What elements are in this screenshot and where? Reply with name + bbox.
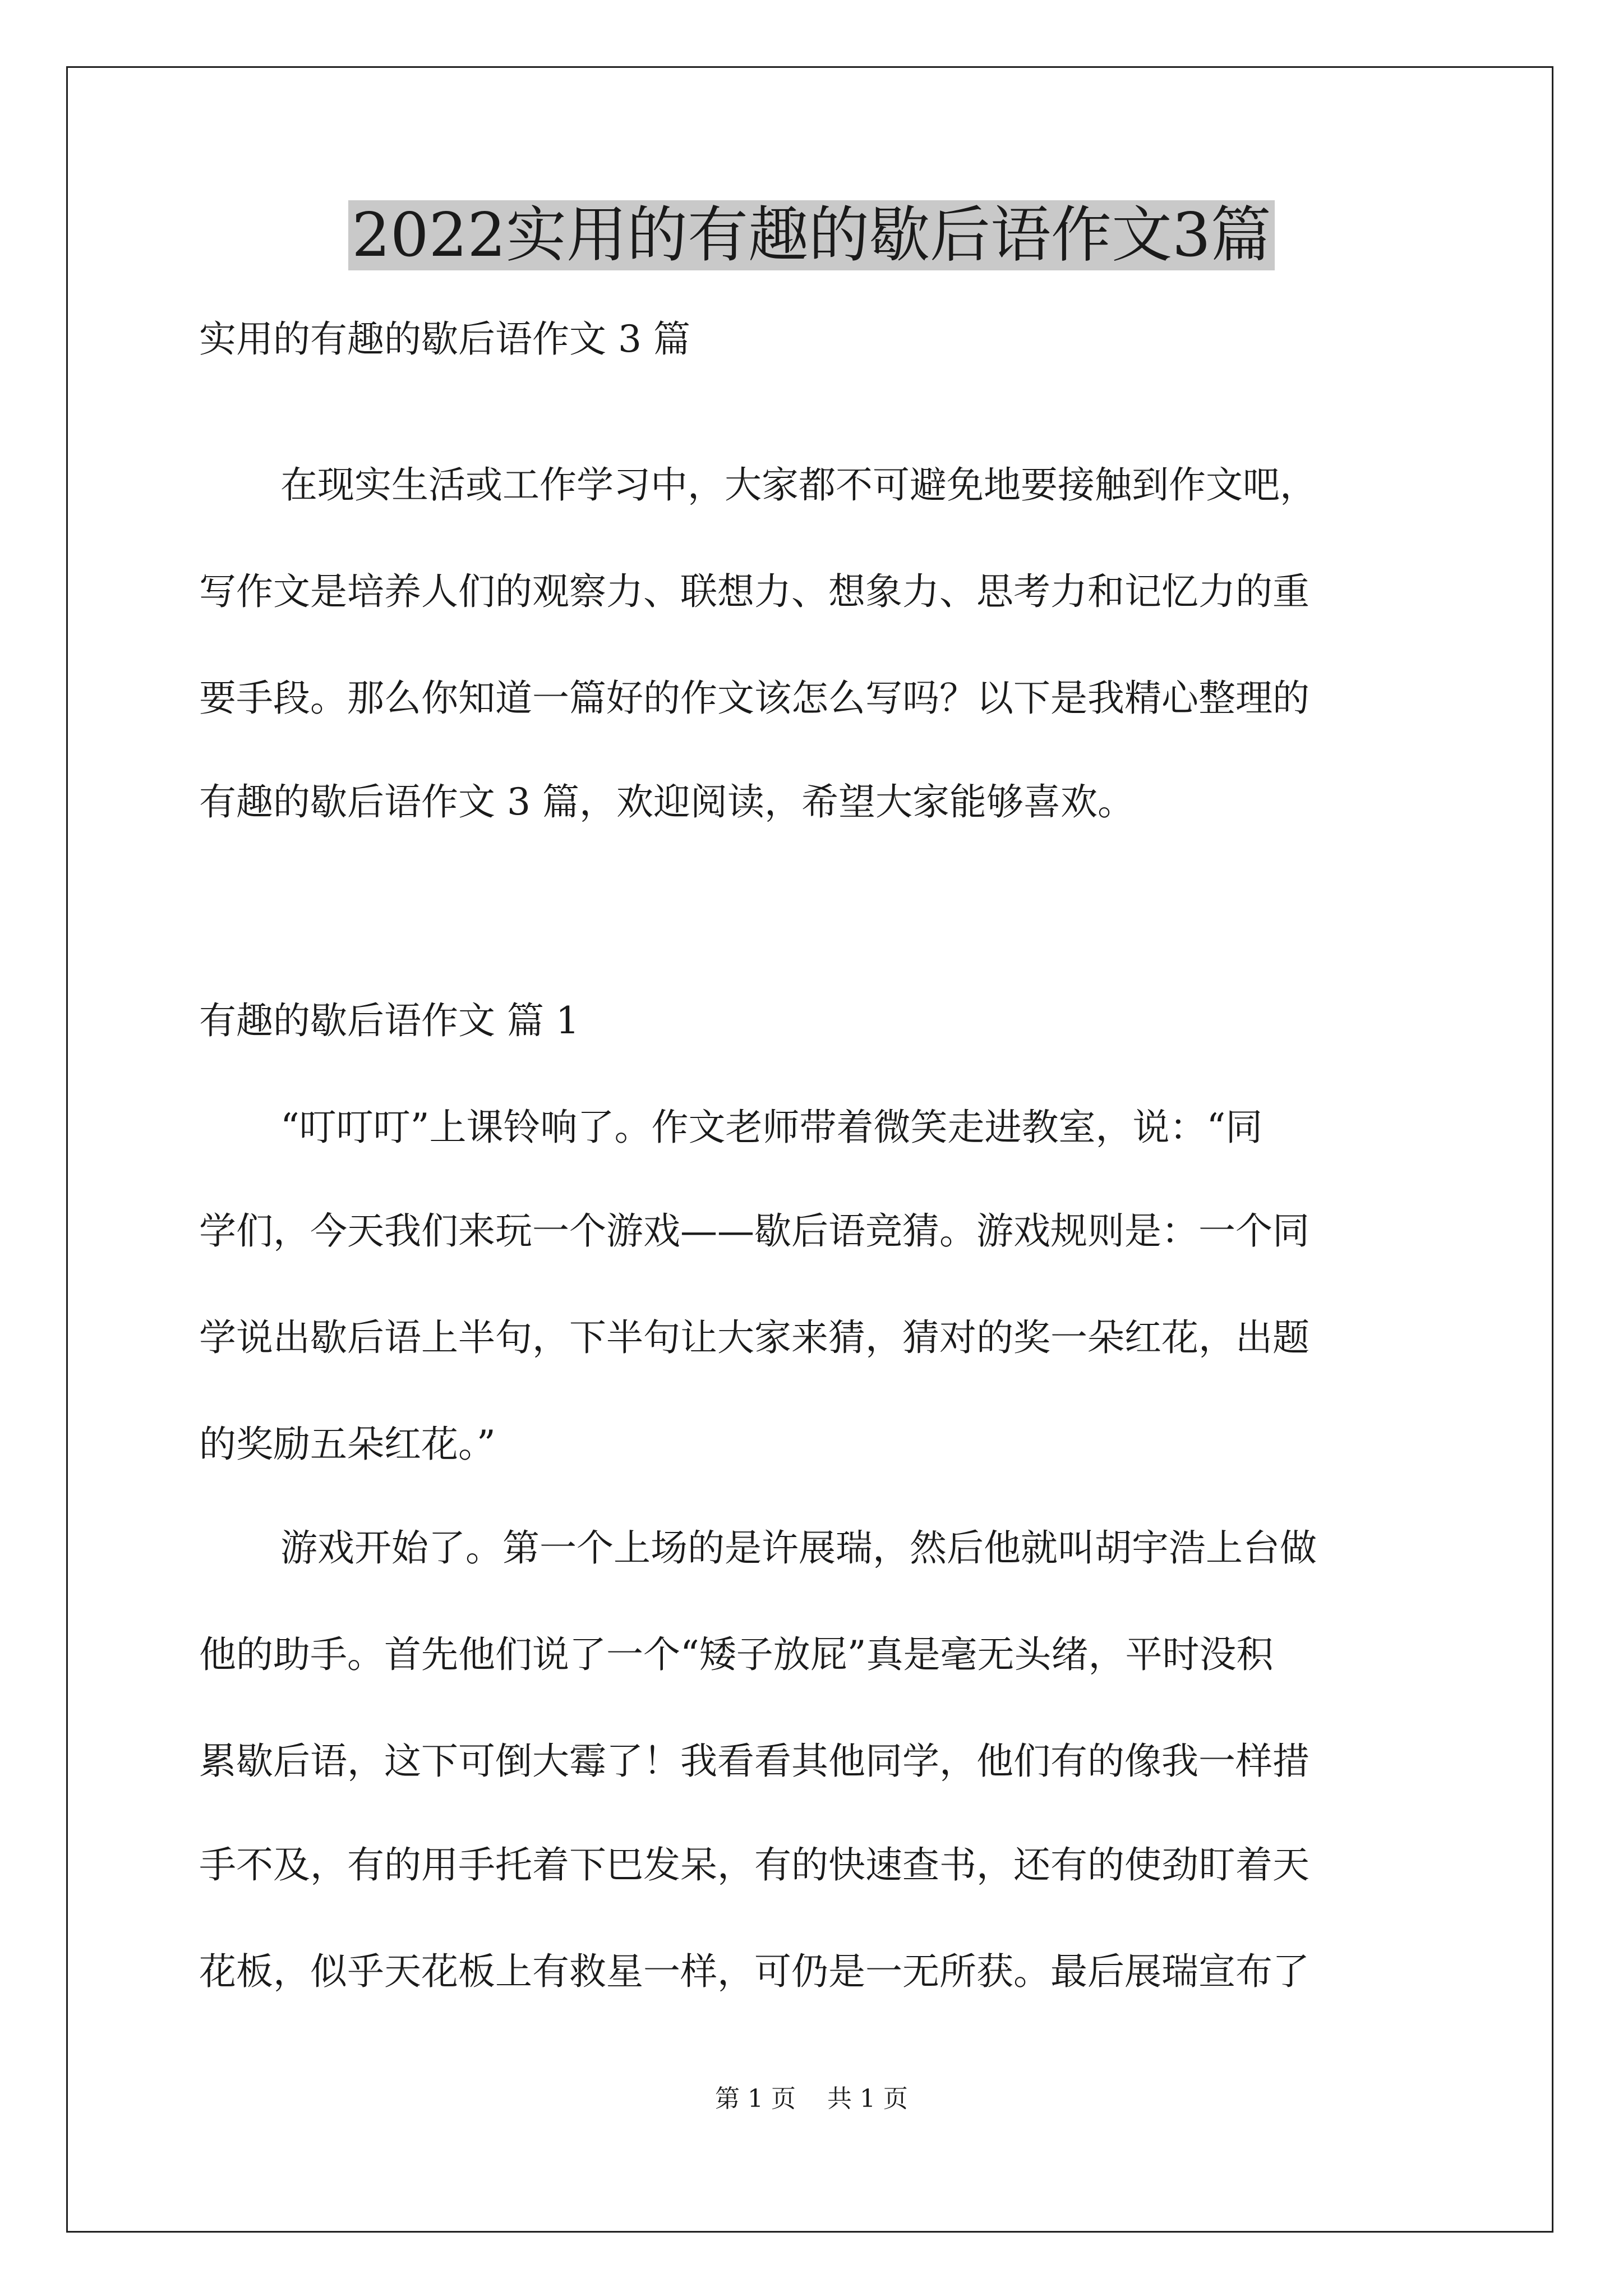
intro-line-2: 写作文是培养人们的观察力、联想力、想象力、思考力和记忆力的重 <box>199 570 1310 613</box>
intro-line-3: 要手段。那么你知道一篇好的作文该怎么写吗？以下是我精心整理的 <box>199 677 1310 720</box>
para-1-line-2: 学们，今天我们来玩一个游戏——歇后语竞猜。游戏规则是：一个同 <box>199 1209 1310 1253</box>
document-title: 2022实用的有趣的歇后语作文3篇 <box>0 194 1623 278</box>
para-2-line-4: 手不及，有的用手托着下巴发呆，有的快速查书，还有的使劲盯着天 <box>199 1843 1310 1887</box>
para-1-line-1: “叮叮叮”上课铃响了。作文老师带着微笑走进教室，说：“同 <box>280 1106 1263 1149</box>
para-2-line-1: 游戏开始了。第一个上场的是许展瑞，然后他就叫胡宇浩上台做 <box>280 1526 1317 1570</box>
page-footer: 第 1 页 共 1 页 <box>715 2085 908 2113</box>
para-1-line-4: 的奖励五朵红花。” <box>199 1423 496 1466</box>
section-1-heading: 有趣的歇后语作文 篇 1 <box>199 999 579 1042</box>
subtitle: 实用的有趣的歇后语作文 3 篇 <box>199 318 690 361</box>
para-2-line-2: 他的助手。首先他们说了一个“矮子放屁”真是毫无头绪，平时没积 <box>199 1633 1274 1676</box>
para-1-line-3: 学说出歇后语上半句，下半句让大家来猜，猜对的奖一朵红花，出题 <box>199 1316 1310 1359</box>
intro-line-1: 在现实生活或工作学习中，大家都不可避免地要接触到作文吧， <box>280 463 1317 507</box>
para-2-line-5: 花板，似乎天花板上有救星一样，可仍是一无所获。最后展瑞宣布了 <box>199 1950 1310 1993</box>
para-2-line-3: 累歇后语，这下可倒大霉了！我看看其他同学，他们有的像我一样措 <box>199 1740 1310 1783</box>
intro-line-4: 有趣的歇后语作文 3 篇，欢迎阅读，希望大家能够喜欢。 <box>199 780 1135 823</box>
